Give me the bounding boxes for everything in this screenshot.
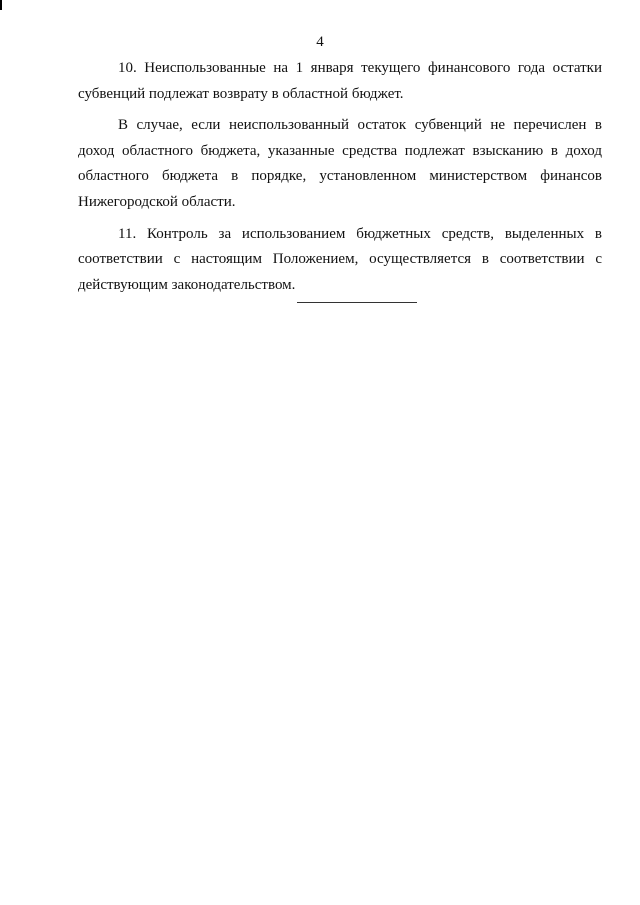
document-body — [78, 56, 602, 304]
paragraph-10-continuation: В случае, если неиспользованный остаток субвенций не перечислен в доход областного бюджета, указанные средства подлежат взысканию в доход областного бюджета в порядке, установленном министерством финансов Нижегородской области. — [78, 117, 602, 210]
scan-corner-mark — [0, 0, 2, 10]
paragraph-11: 11. Контроль за использованием бюджетных средств, выделенных в соответствии с настоящим Положением, осуществляется в соответствии с действующим законодательством. — [78, 225, 602, 293]
paragraph-10: 10. Неиспользованные на 1 января текущего финансового года остатки субвенций подлежат возврату в областной бюджет. — [78, 60, 602, 102]
page-number: 4 — [316, 34, 324, 50]
closing-rule — [297, 302, 417, 303]
